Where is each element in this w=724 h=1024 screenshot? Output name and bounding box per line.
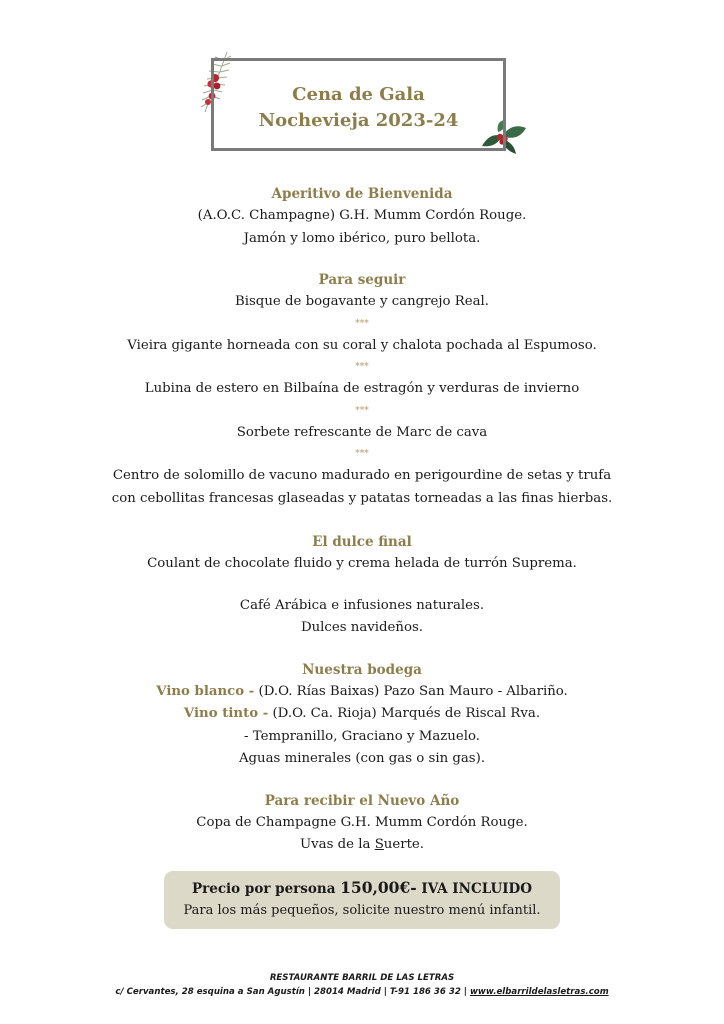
menu-item: Jamón y lomo ibérico, puro bellota.	[243, 230, 481, 246]
menu-item: con cebollitas francesas glaseadas y patatas torneadas a las finas hierbas.	[111, 490, 613, 506]
section-heading-dulce: El dulce final	[312, 534, 412, 550]
footer-address: c/ Cervantes, 28 esquina a San Agustín | 28014 Madrid | T-91 186 36 32 |	[115, 987, 470, 997]
price-box	[164, 871, 560, 929]
separator: ***	[355, 362, 369, 372]
menu-subtitle: Nochevieja 2023-24	[258, 110, 459, 131]
separator: ***	[355, 449, 369, 459]
section-heading-nuevo-ano: Para recibir el Nuevo Año	[264, 792, 460, 809]
wine-white-label: Vino blanco -	[156, 683, 255, 699]
menu-item: Copa de Champagne G.H. Mumm Cordón Rouge.	[196, 814, 528, 830]
title-frame	[211, 58, 506, 151]
menu-item: Dulces navideños.	[300, 620, 424, 635]
menu-item: Coulant de chocolate fluido y crema helada de turrón Suprema.	[147, 556, 577, 571]
wine-white-text: (D.O. Rías Baixas) Pazo San Mauro - Albariño.	[254, 683, 568, 699]
menu-item: Lubina de estero en Bilbaína de estragón y verduras de invierno	[144, 381, 580, 396]
separator: ***	[355, 318, 369, 329]
price-amount: 150,00€-	[340, 878, 417, 897]
separator: ***	[355, 405, 369, 416]
menu-content	[0, 183, 724, 857]
wine-red-label: Vino tinto -	[183, 706, 269, 721]
uvas-text-underlined: S	[374, 837, 384, 852]
kids-menu-note: Para los más pequeños, solicite nuestro menú infantil.	[183, 903, 541, 918]
wine-white-line	[0, 681, 724, 704]
price-line	[164, 877, 560, 900]
wine-red-line	[0, 703, 724, 726]
menu-item: Aguas minerales (con gas o sin gas).	[238, 751, 486, 766]
footer-restaurant-name: RESTAURANTE BARRIL DE LAS LETRAS	[269, 973, 455, 983]
menu-item: (A.O.C. Champagne) G.H. Mumm Cordón Rouge.	[197, 208, 527, 223]
section-heading-seguir: Para seguir	[318, 272, 406, 288]
price-iva: IVA INCLUIDO	[416, 881, 533, 897]
menu-item: Café Arábica e infusiones naturales.	[239, 597, 485, 613]
menu-item: - Tempranillo, Graciano y Mazuelo.	[244, 728, 480, 744]
price-label: Precio por persona	[191, 881, 341, 897]
footer-website-link[interactable]: www.elbarrildelasletras.com	[469, 987, 609, 997]
menu-title: Cena de Gala	[292, 84, 425, 105]
section-heading-bodega: Nuestra bodega	[302, 661, 422, 678]
uvas-text-pre: Uvas de la	[299, 837, 375, 852]
menu-item-uvas	[0, 834, 724, 857]
uvas-text-post: uerte.	[383, 837, 425, 852]
menu-item: Vieira gigante horneada con su coral y chalota pochada al Espumoso.	[127, 337, 597, 353]
section-heading-aperitivo: Aperitivo de Bienvenida	[271, 186, 453, 202]
wine-red-text: (D.O. Ca. Rioja) Marqués de Riscal Rva.	[268, 706, 541, 721]
menu-item: Sorbete refrescante de Marc de cava	[236, 424, 488, 440]
footer-address-line	[0, 985, 724, 1000]
menu-item: Centro de solomillo de vacuno madurado en perigourdine de setas y trufa	[112, 468, 612, 483]
menu-item: Bisque de bogavante y cangrejo Real.	[234, 294, 490, 309]
footer	[0, 971, 724, 1000]
